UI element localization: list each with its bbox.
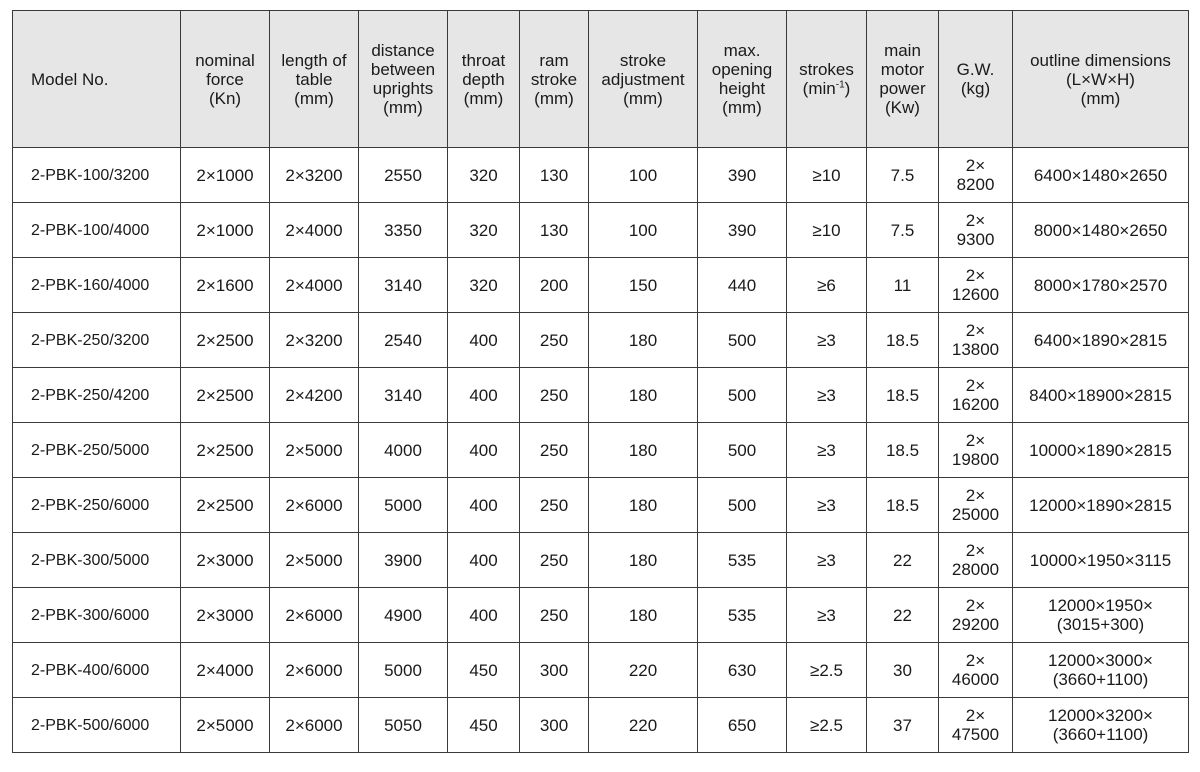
stroke-adjustment-cell: 180 bbox=[589, 588, 698, 643]
outline-dimensions-cell bbox=[1013, 148, 1189, 203]
header-line: adjustment bbox=[601, 69, 685, 89]
throat-depth-cell: 400 bbox=[448, 313, 520, 368]
uprights-distance-cell: 2550 bbox=[359, 148, 448, 203]
ram-stroke-cell: 130 bbox=[520, 203, 589, 258]
gross-weight-cell bbox=[939, 478, 1013, 533]
table-row bbox=[13, 423, 1189, 478]
motor-power-cell: 18.5 bbox=[867, 368, 939, 423]
table-length-cell: 2×4000 bbox=[270, 258, 359, 313]
throat-depth-cell: 400 bbox=[448, 533, 520, 588]
opening-height-cell: 535 bbox=[698, 588, 787, 643]
header-line-part: ) bbox=[844, 79, 851, 98]
outline-dimensions-line: 12000×3000× bbox=[1048, 651, 1153, 670]
strokes-cell: ≥3 bbox=[787, 423, 867, 478]
outline-dimensions-cell bbox=[1013, 258, 1189, 313]
outline-dimensions-line: 12000×1950× bbox=[1048, 596, 1153, 615]
gross-weight-line: 2× bbox=[965, 376, 986, 395]
strokes-cell: ≥2.5 bbox=[787, 698, 867, 753]
outline-dimensions-cell bbox=[1013, 203, 1189, 258]
gross-weight-cell bbox=[939, 643, 1013, 698]
ram-stroke-cell: 130 bbox=[520, 148, 589, 203]
uprights-distance-cell: 4000 bbox=[359, 423, 448, 478]
table-length-cell: 2×6000 bbox=[270, 643, 359, 698]
throat-depth-cell: 400 bbox=[448, 478, 520, 533]
opening-height-cell: 500 bbox=[698, 313, 787, 368]
gross-weight-line: 2× bbox=[965, 321, 986, 340]
gross-weight-line: 2× bbox=[965, 706, 986, 725]
stroke-adjustment-cell: 220 bbox=[589, 643, 698, 698]
gross-weight-line: 12600 bbox=[951, 285, 1000, 304]
stroke-adjustment-cell: 100 bbox=[589, 148, 698, 203]
nominal-force-cell: 2×1000 bbox=[181, 203, 270, 258]
table-length-cell: 2×6000 bbox=[270, 588, 359, 643]
header-line: (mm) bbox=[383, 98, 423, 117]
opening-height-cell: 500 bbox=[698, 478, 787, 533]
nominal-force-cell: 2×3000 bbox=[181, 533, 270, 588]
stroke-adjustment-cell: 150 bbox=[589, 258, 698, 313]
model-cell: 2-PBK-250/6000 bbox=[13, 478, 181, 533]
ram-stroke-cell: 250 bbox=[520, 478, 589, 533]
gross-weight-line: 2× bbox=[965, 596, 986, 615]
stroke-adjustment-cell: 220 bbox=[589, 698, 698, 753]
uprights-distance-cell: 3900 bbox=[359, 533, 448, 588]
ram-stroke-cell: 200 bbox=[520, 258, 589, 313]
stroke-adjustment-cell: 180 bbox=[589, 478, 698, 533]
header-line: motor bbox=[880, 60, 925, 79]
header-line: distance bbox=[371, 41, 435, 60]
header-line: height bbox=[718, 79, 766, 98]
model-cell: 2-PBK-300/5000 bbox=[13, 533, 181, 588]
header-line: (Kn) bbox=[208, 88, 242, 108]
motor-power-cell: 18.5 bbox=[867, 423, 939, 478]
nominal-force-header bbox=[181, 11, 270, 148]
motor-power-cell: 18.5 bbox=[867, 478, 939, 533]
header-line: (Kw) bbox=[885, 98, 920, 117]
motor-power-cell: 7.5 bbox=[867, 203, 939, 258]
gross-weight-line: 29200 bbox=[951, 615, 1000, 634]
table-length-cell: 2×4000 bbox=[270, 203, 359, 258]
outline-dimensions-cell bbox=[1013, 368, 1189, 423]
motor-power-header bbox=[867, 11, 939, 148]
spec-table bbox=[12, 10, 1189, 753]
ram-stroke-cell: 250 bbox=[520, 313, 589, 368]
model-cell: 2-PBK-100/3200 bbox=[13, 148, 181, 203]
gross-weight-line: 2× bbox=[965, 156, 986, 175]
uprights-distance-cell: 3140 bbox=[359, 368, 448, 423]
strokes-cell: ≥6 bbox=[787, 258, 867, 313]
table-body bbox=[13, 148, 1189, 753]
gross-weight-line: 25000 bbox=[951, 505, 1000, 524]
header-line: force bbox=[206, 69, 244, 89]
header-superscript: -1 bbox=[835, 79, 845, 91]
gross-weight-cell bbox=[939, 148, 1013, 203]
header-line: power bbox=[879, 79, 926, 98]
nominal-force-cell: 2×1000 bbox=[181, 148, 270, 203]
header-line bbox=[787, 79, 866, 98]
header-line: max. bbox=[723, 41, 761, 60]
throat-depth-cell: 450 bbox=[448, 643, 520, 698]
table-row bbox=[13, 368, 1189, 423]
gross-weight-line: 2× bbox=[965, 266, 986, 285]
motor-power-cell: 22 bbox=[867, 533, 939, 588]
opening-height-cell: 650 bbox=[698, 698, 787, 753]
gross-weight-line: 2× bbox=[965, 651, 986, 670]
motor-power-cell: 22 bbox=[867, 588, 939, 643]
strokes-cell: ≥3 bbox=[787, 313, 867, 368]
table-row bbox=[13, 533, 1189, 588]
throat-depth-cell: 400 bbox=[448, 368, 520, 423]
outline-dimensions-line: (3660+1100) bbox=[1052, 670, 1149, 689]
model-cell: 2-PBK-160/4000 bbox=[13, 258, 181, 313]
table-row bbox=[13, 148, 1189, 203]
strokes-cell: ≥2.5 bbox=[787, 643, 867, 698]
opening-height-cell: 630 bbox=[698, 643, 787, 698]
strokes-cell: ≥3 bbox=[787, 478, 867, 533]
outline-dimensions-cell bbox=[1013, 588, 1189, 643]
stroke-adjustment-cell: 180 bbox=[589, 533, 698, 588]
outline-dimensions-line: 8000×1480×2650 bbox=[1033, 220, 1168, 240]
outline-dimensions-line: 6400×1480×2650 bbox=[1033, 165, 1168, 185]
outline-dimensions-line: 6400×1890×2815 bbox=[1033, 330, 1168, 350]
nominal-force-cell: 2×5000 bbox=[181, 698, 270, 753]
header-line: ram bbox=[539, 50, 569, 70]
outline-dimensions-line: 12000×3200× bbox=[1048, 706, 1153, 725]
outline-dimensions-cell bbox=[1013, 313, 1189, 368]
outline-dimensions-line: (3660+1100) bbox=[1052, 725, 1149, 744]
throat-depth-cell: 450 bbox=[448, 698, 520, 753]
throat-depth-cell: 320 bbox=[448, 203, 520, 258]
header-line: table bbox=[295, 69, 333, 89]
header-line-part: (min bbox=[802, 79, 836, 98]
model-cell: 2-PBK-250/4200 bbox=[13, 368, 181, 423]
gross-weight-line: 2× bbox=[965, 486, 986, 505]
header-line: outline dimensions bbox=[1030, 50, 1171, 70]
opening-height-cell: 535 bbox=[698, 533, 787, 588]
model-cell: 2-PBK-100/4000 bbox=[13, 203, 181, 258]
gross-weight-line: 46000 bbox=[951, 670, 1000, 689]
stroke-adjustment-cell: 180 bbox=[589, 423, 698, 478]
opening-height-cell: 500 bbox=[698, 368, 787, 423]
gross-weight-line: 13800 bbox=[951, 340, 1000, 359]
model-no-header bbox=[13, 11, 181, 148]
motor-power-cell: 30 bbox=[867, 643, 939, 698]
ram-stroke-cell: 250 bbox=[520, 423, 589, 478]
stroke-adjustment-header bbox=[589, 11, 698, 148]
table-length-cell: 2×3200 bbox=[270, 148, 359, 203]
ram-stroke-cell: 250 bbox=[520, 533, 589, 588]
nominal-force-cell: 2×2500 bbox=[181, 313, 270, 368]
opening-height-cell: 390 bbox=[698, 148, 787, 203]
uprights-distance-cell: 3350 bbox=[359, 203, 448, 258]
outline-dimensions-line: 8000×1780×2570 bbox=[1033, 275, 1168, 295]
gross-weight-header bbox=[939, 11, 1013, 148]
stroke-adjustment-cell: 180 bbox=[589, 313, 698, 368]
gross-weight-cell bbox=[939, 423, 1013, 478]
ram-stroke-cell: 250 bbox=[520, 588, 589, 643]
motor-power-cell: 7.5 bbox=[867, 148, 939, 203]
header-line: (mm) bbox=[623, 88, 663, 108]
header-line: (mm) bbox=[722, 98, 762, 117]
motor-power-cell: 37 bbox=[867, 698, 939, 753]
header-line: (mm) bbox=[463, 88, 504, 108]
model-cell: 2-PBK-250/5000 bbox=[13, 423, 181, 478]
outline-dimensions-line: 12000×1890×2815 bbox=[1029, 495, 1172, 515]
strokes-cell: ≥10 bbox=[787, 203, 867, 258]
nominal-force-cell: 2×2500 bbox=[181, 423, 270, 478]
uprights-distance-cell: 5050 bbox=[359, 698, 448, 753]
outline-dimensions-line: 10000×1950×3115 bbox=[1029, 550, 1172, 570]
table-length-header bbox=[270, 11, 359, 148]
header-line: (mm) bbox=[1080, 88, 1121, 108]
table-length-cell: 2×6000 bbox=[270, 478, 359, 533]
throat-depth-cell: 400 bbox=[448, 423, 520, 478]
opening-height-cell: 390 bbox=[698, 203, 787, 258]
table-row bbox=[13, 698, 1189, 753]
throat-depth-cell: 400 bbox=[448, 588, 520, 643]
opening-height-header bbox=[698, 11, 787, 148]
header-row bbox=[13, 11, 1189, 148]
table-row bbox=[13, 203, 1189, 258]
ram-stroke-cell: 300 bbox=[520, 698, 589, 753]
ram-stroke-cell: 250 bbox=[520, 368, 589, 423]
strokes-header bbox=[787, 11, 867, 148]
model-cell: 2-PBK-400/6000 bbox=[13, 643, 181, 698]
gross-weight-line: 2× bbox=[965, 431, 986, 450]
table-row bbox=[13, 588, 1189, 643]
gross-weight-line: 2× bbox=[965, 541, 986, 560]
opening-height-cell: 440 bbox=[698, 258, 787, 313]
strokes-cell: ≥3 bbox=[787, 533, 867, 588]
header-line: strokes bbox=[799, 60, 854, 79]
outline-dimensions-cell bbox=[1013, 478, 1189, 533]
header-line: main bbox=[884, 41, 921, 60]
header-line: (kg) bbox=[960, 79, 991, 98]
nominal-force-cell: 2×3000 bbox=[181, 588, 270, 643]
gross-weight-line: 28000 bbox=[951, 560, 1000, 579]
gross-weight-line: 19800 bbox=[951, 450, 1000, 469]
header-line: (mm) bbox=[294, 88, 334, 108]
outline-dimensions-line: 8400×18900×2815 bbox=[1029, 385, 1172, 405]
uprights-distance-cell: 4900 bbox=[359, 588, 448, 643]
gross-weight-cell bbox=[939, 533, 1013, 588]
gross-weight-cell bbox=[939, 588, 1013, 643]
outline-dimensions-header bbox=[1013, 11, 1189, 148]
strokes-cell: ≥3 bbox=[787, 588, 867, 643]
table-row bbox=[13, 313, 1189, 368]
outline-dimensions-cell bbox=[1013, 533, 1189, 588]
model-cell: 2-PBK-300/6000 bbox=[13, 588, 181, 643]
gross-weight-line: 16200 bbox=[951, 395, 1000, 414]
gross-weight-line: 8200 bbox=[956, 175, 995, 194]
opening-height-cell: 500 bbox=[698, 423, 787, 478]
table-length-cell: 2×4200 bbox=[270, 368, 359, 423]
stroke-adjustment-cell: 180 bbox=[589, 368, 698, 423]
gross-weight-line: 2× bbox=[965, 211, 986, 230]
table-length-cell: 2×5000 bbox=[270, 423, 359, 478]
gross-weight-line: 47500 bbox=[951, 725, 1000, 744]
header-line: nominal bbox=[195, 50, 255, 70]
model-cell: 2-PBK-250/3200 bbox=[13, 313, 181, 368]
throat-depth-header bbox=[448, 11, 520, 148]
nominal-force-cell: 2×2500 bbox=[181, 478, 270, 533]
header-line: opening bbox=[711, 60, 773, 79]
header-line: length of bbox=[281, 50, 347, 70]
table-length-cell: 2×5000 bbox=[270, 533, 359, 588]
ram-stroke-header bbox=[520, 11, 589, 148]
stroke-adjustment-cell: 100 bbox=[589, 203, 698, 258]
gross-weight-cell bbox=[939, 368, 1013, 423]
table-row bbox=[13, 478, 1189, 533]
motor-power-cell: 18.5 bbox=[867, 313, 939, 368]
uprights-distance-cell: 5000 bbox=[359, 643, 448, 698]
header-line: depth bbox=[462, 69, 505, 89]
throat-depth-cell: 320 bbox=[448, 148, 520, 203]
table-length-cell: 2×6000 bbox=[270, 698, 359, 753]
uprights-distance-cell: 2540 bbox=[359, 313, 448, 368]
header-line: throat bbox=[461, 50, 506, 70]
gross-weight-cell bbox=[939, 258, 1013, 313]
outline-dimensions-line: 10000×1890×2815 bbox=[1029, 440, 1172, 460]
spec-table-container bbox=[12, 10, 1188, 753]
header-line: G.W. bbox=[956, 60, 995, 79]
header-line: (mm) bbox=[534, 88, 574, 108]
uprights-distance-cell: 3140 bbox=[359, 258, 448, 313]
uprights-distance-header bbox=[359, 11, 448, 148]
outline-dimensions-line: (3015+300) bbox=[1056, 615, 1145, 634]
gross-weight-cell bbox=[939, 313, 1013, 368]
header-line: Model No. bbox=[31, 69, 109, 89]
gross-weight-cell bbox=[939, 698, 1013, 753]
header-line: (L×W×H) bbox=[1066, 69, 1135, 89]
throat-depth-cell: 320 bbox=[448, 258, 520, 313]
outline-dimensions-cell bbox=[1013, 698, 1189, 753]
header-line: stroke bbox=[619, 50, 667, 70]
nominal-force-cell: 2×1600 bbox=[181, 258, 270, 313]
uprights-distance-cell: 5000 bbox=[359, 478, 448, 533]
nominal-force-cell: 2×2500 bbox=[181, 368, 270, 423]
motor-power-cell: 11 bbox=[867, 258, 939, 313]
strokes-cell: ≥10 bbox=[787, 148, 867, 203]
model-cell: 2-PBK-500/6000 bbox=[13, 698, 181, 753]
table-row bbox=[13, 643, 1189, 698]
header-line: uprights bbox=[372, 79, 434, 98]
outline-dimensions-cell bbox=[1013, 423, 1189, 478]
outline-dimensions-cell bbox=[1013, 643, 1189, 698]
table-length-cell: 2×3200 bbox=[270, 313, 359, 368]
nominal-force-cell: 2×4000 bbox=[181, 643, 270, 698]
header-line: between bbox=[370, 60, 436, 79]
gross-weight-cell bbox=[939, 203, 1013, 258]
ram-stroke-cell: 300 bbox=[520, 643, 589, 698]
table-row bbox=[13, 258, 1189, 313]
gross-weight-line: 9300 bbox=[956, 230, 995, 249]
strokes-cell: ≥3 bbox=[787, 368, 867, 423]
header-line: stroke bbox=[530, 69, 578, 89]
